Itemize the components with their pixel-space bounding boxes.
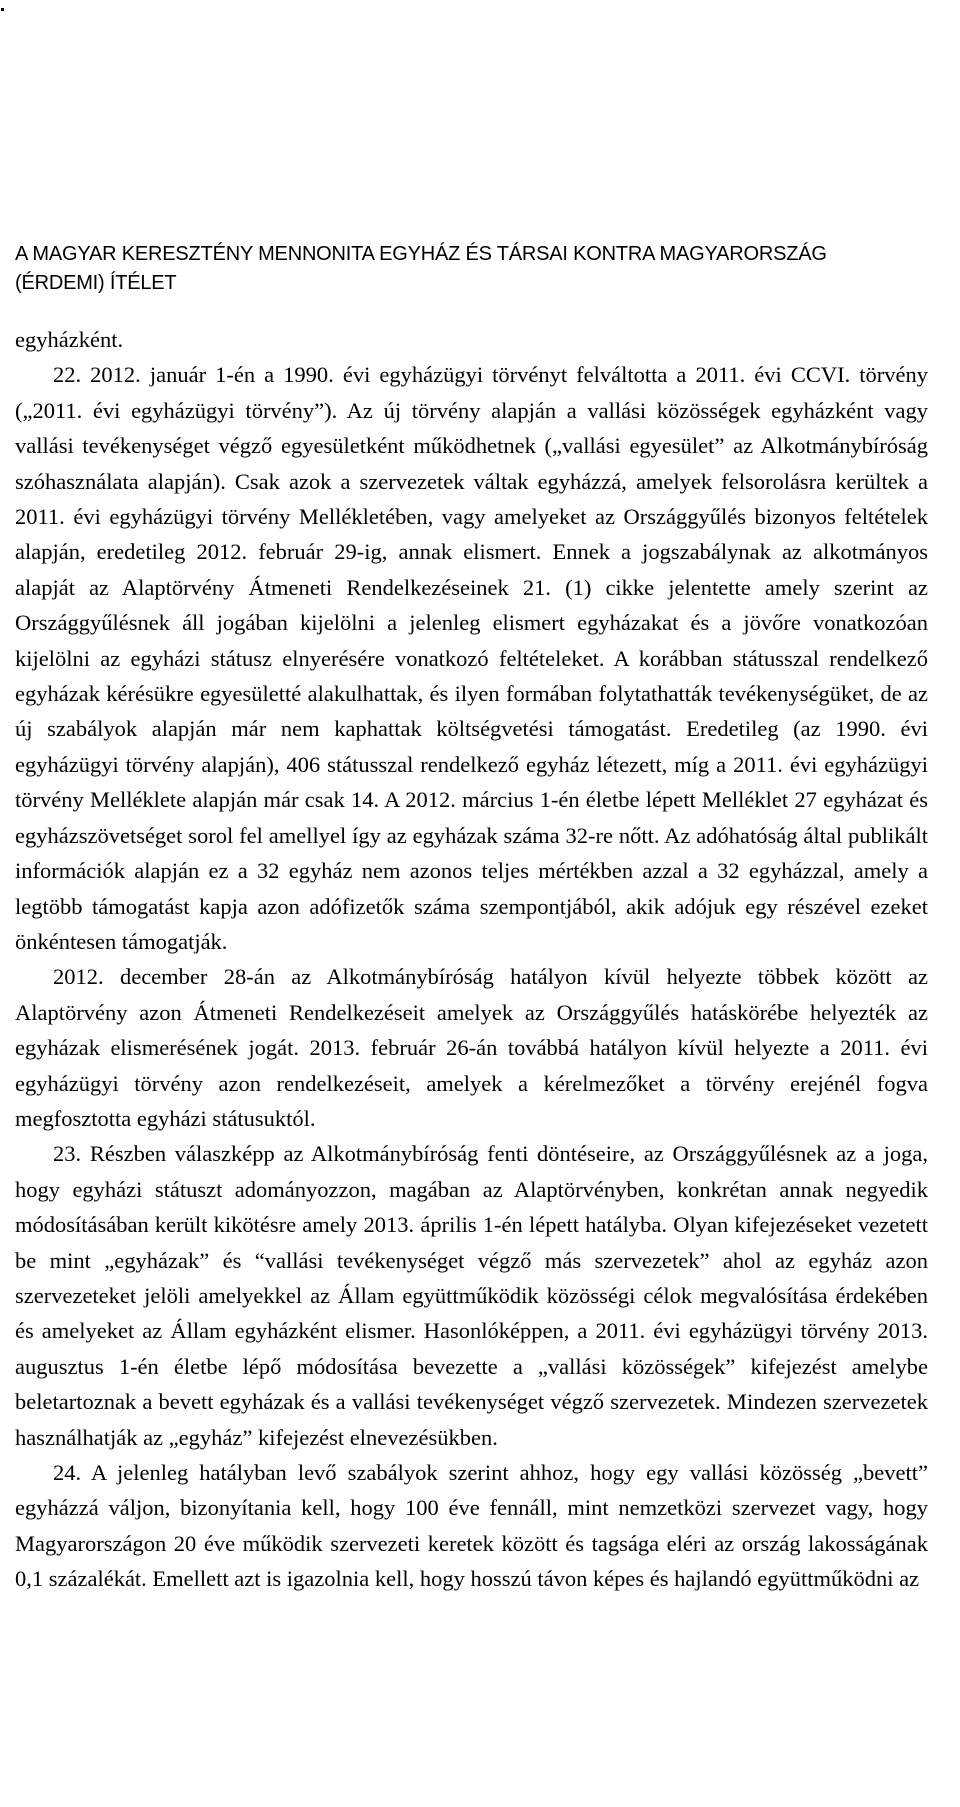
page-header: [15, 240, 915, 298]
header-title-line-2: (ÉRDEMI) ÍTÉLET: [15, 272, 177, 294]
header-title-line-1: A MAGYAR KERESZTÉNY MENNONITA EGYHÁZ ÉS TÁRSAI KONTRA MAGYARORSZÁG: [15, 243, 827, 265]
paragraph-continuation: egyházként.: [15, 327, 124, 352]
paragraph-24: 24. A jelenleg hatályban levő szabályok szerint ahhoz, hogy egy vallási közösség „bevett” egyházzá váljon, bizonyítania kell, hogy 100 éve fennáll, mint nemzetközi szervezet vagy, hogy Magyarországon 20 éve működik szervezeti keretek között és tagsága eléri az ország lakosságának 0,1 százalékát. Emellett azt is igazolnia kell, hogy hosszú távon képes és hajlandó együttműködni az: [15, 1460, 928, 1592]
paragraph-23: 23. Részben válaszképp az Alkotmánybíróság fenti döntéseire, az Országgyűlésnek az a joga, hogy egyházi státuszt adományozzon, magában az Alaptörvényben, konkrétan annak negyedik módosításában került kikötésre amely 2013. április 1-én lépett hatályba. Olyan kifejezéseket vezetett be mint „egyházak” és “vallási tevékenységet végző más szervezetek” ahol az egyház azon szervezeteket jelöli amelyekkel az Állam együttműködik közösségi célok megvalósítása érdekében és amelyeket az Állam egyházként elismer. Hasonlóképpen, a 2011. évi egyházügyi törvény 2013. augusztus 1-én életbe lépő módosítása bevezette a „vallási közösségek” kifejezést amelybe beletartoznak a bevett egyházak és a vallási tevékenységet végző szervezetek. Mindezen szervezetek használhatják az „egyház” kifejezést elnevezésükben.: [15, 1141, 928, 1450]
paragraph-22: 22. 2012. január 1-én a 1990. évi egyházügyi törvényt felváltotta a 2011. évi CCVI. törvény („2011. évi egyházügyi törvény”). Az új törvény alapján a vallási közösségek egyházként vagy vallási tevékenységet végző egyesületként működhetnek („vallási egyesület” az Alkotmánybíróság szóhasználata alapján). Csak azok a szervezetek váltak egyházzá, amelyek felsorolásra kerültek a 2011. évi egyházügyi törvény Mellékletében, vagy amelyeket az Országgyűlés bizonyos feltételek alapján, eredetileg 2012. február 29-ig, annak elismert. Ennek a jogszabálynak az alkotmányos alapját az Alaptörvény Átmeneti Rendelkezéseinek 21. (1) cikke jelentette amely szerint az Országgyűlésnek áll jogában kijelölni a jelenleg elismert egyházakat és a jövőre vonatkozóan kijelölni az egyházi státusz elnyerésére vonatkozó feltételeket. A korábban státusszal rendelkező egyházak kérésükre egyesületté alakulhattak, és ilyen formában folytathatták tevékenységüket, de az új szabályok alapján már nem kaphattak költségvetési támogatást. Eredetileg (az 1990. évi egyházügyi törvény alapján), 406 státusszal rendelkező egyház létezett, míg a 2011. évi egyházügyi törvény Melléklete alapján már csak 14. A 2012. március 1-én életbe lépett Melléklet 27 egyházat és egyházszövetséget sorol fel amellyel így az egyházak száma 32-re nőtt. Az adóhatóság által publikált információk alapján ez a 32 egyház nem azonos teljes mértékben azzal a 32 egyházzal, amely a legtöbb támogatást kapja azon adófizetők száma szempontjából, akik adójuk egy részével ezeket önkéntesen támogatják.: [15, 362, 928, 954]
paragraph-22-continued: 2012. december 28-án az Alkotmánybíróság hatályon kívül helyezte többek között az Alaptörvény azon Átmeneti Rendelkezéseit amelyek az Országgyűlés hatáskörébe helyezték az egyházak elismerésének jogát. 2013. február 26-án továbbá hatályon kívül helyezte a 2011. évi egyházügyi törvény azon rendelkezéseit, amelyek a kérelmezőket a törvény erejénél fogva megfosztotta egyházi státusuktól.: [15, 964, 928, 1131]
scan-mark: [1, 8, 4, 11]
document-body: [15, 322, 928, 1597]
